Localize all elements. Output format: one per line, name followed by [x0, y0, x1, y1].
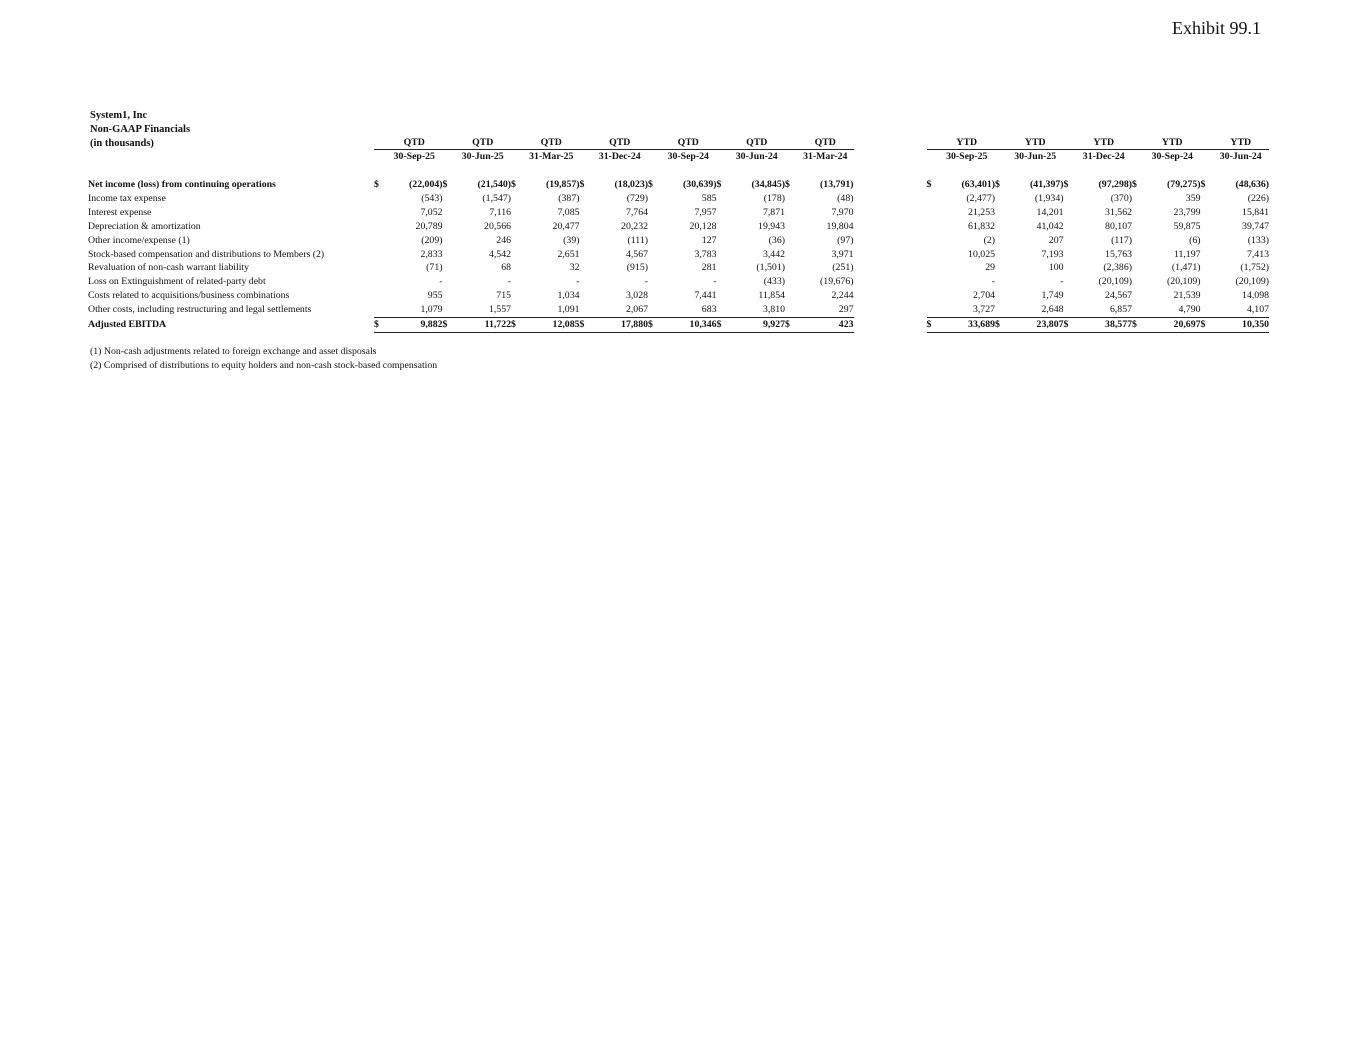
ytd-value: 1,749 — [1041, 290, 1064, 302]
ytd-value: 7,413 — [1246, 248, 1269, 260]
qtd-value: 9,882 — [386, 318, 443, 333]
row-label: Interest expense — [88, 206, 152, 218]
qtd-value: 20,128 — [689, 220, 717, 232]
currency-symbol: $ — [785, 318, 797, 333]
total-row — [88, 318, 1269, 333]
ytd-value: 41,042 — [1036, 220, 1064, 232]
qtd-header: QTD — [403, 137, 425, 148]
qtd-value: 7,970 — [831, 206, 854, 218]
ytd-value: 6,857 — [1109, 304, 1132, 316]
qtd-value: 3,783 — [694, 248, 717, 260]
qtd-value: 7,085 — [557, 206, 580, 218]
table-row — [88, 178, 1269, 192]
qtd-value: (915) — [626, 262, 648, 274]
qtd-value: 683 — [701, 304, 717, 316]
qtd-value: 3,810 — [762, 304, 785, 316]
ytd-value: 31,562 — [1105, 206, 1132, 218]
qtd-value: (21,540) — [477, 179, 511, 190]
qtd-period: 30-Sep-24 — [660, 150, 717, 165]
ytd-value: (370) — [1110, 192, 1132, 204]
ytd-value: 3,727 — [972, 304, 995, 316]
units-label: (in thousands) — [90, 138, 154, 149]
qtd-value: - — [713, 276, 717, 288]
ytd-value: (2) — [983, 234, 995, 246]
period-type-header-row — [88, 136, 1269, 150]
ytd-value: - — [991, 276, 995, 288]
currency-symbol: $ — [648, 318, 660, 333]
qtd-value: (729) — [626, 192, 648, 204]
ytd-value: 24,567 — [1105, 290, 1132, 302]
table-row — [88, 234, 1269, 248]
qtd-value: 127 — [701, 234, 717, 246]
qtd-header: QTD — [677, 137, 699, 148]
qtd-value: 1,557 — [488, 304, 511, 316]
currency-symbol: $ — [580, 318, 592, 333]
ytd-value: 4,790 — [1178, 304, 1201, 316]
qtd-value: 7,441 — [694, 290, 717, 302]
qtd-value: 7,957 — [694, 206, 717, 218]
exhibit-label: Exhibit 99.1 — [1172, 18, 1261, 38]
ytd-value: 61,832 — [968, 220, 995, 232]
qtd-value: 2,067 — [625, 304, 648, 316]
currency-symbol: $ — [648, 179, 653, 190]
ytd-value: 2,704 — [972, 290, 995, 302]
qtd-value: 20,566 — [484, 220, 511, 232]
qtd-value: (1,547) — [482, 192, 511, 204]
qtd-value: 3,028 — [625, 290, 648, 302]
qtd-value: - — [439, 276, 443, 288]
footnote-2: (2) Comprised of distributions to equity holders and non-cash stock-based compensation — [90, 360, 438, 371]
currency-symbol: $ — [1132, 179, 1137, 190]
currency-symbol: $ — [1063, 179, 1069, 190]
ytd-value: 14,098 — [1242, 290, 1269, 302]
ytd-value: 38,577 — [1076, 318, 1133, 333]
qtd-value: 1,079 — [420, 304, 443, 316]
qtd-value: (111) — [627, 234, 648, 246]
qtd-value: (48) — [837, 192, 854, 204]
ytd-value: (226) — [1247, 192, 1269, 204]
qtd-value: 3,971 — [831, 248, 854, 260]
ytd-header: YTD — [1161, 137, 1183, 148]
ytd-value: (133) — [1247, 234, 1269, 246]
footnotes — [90, 345, 437, 373]
qtd-header: QTD — [814, 137, 836, 148]
qtd-value: - — [576, 276, 580, 288]
ytd-value: 21,253 — [968, 206, 995, 218]
qtd-value: 7,052 — [420, 206, 443, 218]
table-row — [88, 248, 1269, 262]
period-date-header-row — [88, 150, 1269, 165]
qtd-value: 1,034 — [557, 290, 580, 302]
table-row — [88, 261, 1269, 275]
table-row — [88, 275, 1269, 289]
qtd-value: (178) — [763, 192, 785, 204]
qtd-value: 2,651 — [557, 248, 580, 260]
qtd-period: 31-Mar-25 — [523, 150, 580, 165]
qtd-value: 20,477 — [552, 220, 580, 232]
ytd-value: 207 — [1048, 234, 1064, 246]
qtd-value: 20,232 — [621, 220, 648, 232]
qtd-header: QTD — [746, 137, 768, 148]
footnote-1: (1) Non-cash adjustments related to foreign exchange and asset disposals — [90, 346, 377, 357]
qtd-value: 32 — [569, 262, 580, 274]
qtd-value: 10,346 — [660, 318, 717, 333]
qtd-header: QTD — [472, 137, 494, 148]
ytd-period: 30-Jun-24 — [1213, 150, 1270, 165]
row-label: Costs related to acquisitions/business combinations — [88, 290, 290, 302]
ytd-value: (20,109) — [1167, 276, 1201, 288]
qtd-period: 30-Jun-24 — [729, 150, 786, 165]
row-label: Stock-based compensation and distributions to Members (2) — [88, 248, 325, 260]
row-label: Income tax expense — [88, 192, 166, 204]
ytd-period: 31-Dec-24 — [1076, 150, 1133, 165]
ytd-header: YTD — [1230, 137, 1252, 148]
qtd-value: (22,004) — [409, 179, 443, 190]
qtd-period: 30-Sep-25 — [386, 150, 443, 165]
ytd-period: 30-Sep-24 — [1144, 150, 1201, 165]
qtd-value: 2,833 — [420, 248, 443, 260]
qtd-value: 2,244 — [831, 290, 854, 302]
qtd-value: (30,639) — [683, 179, 717, 190]
currency-symbol: $ — [785, 179, 790, 190]
qtd-value: (71) — [426, 262, 443, 274]
currency-symbol: $ — [511, 179, 516, 190]
ytd-value: 59,875 — [1173, 220, 1201, 232]
table-row — [88, 220, 1269, 234]
table-row — [88, 303, 1269, 317]
qtd-value: (36) — [768, 234, 785, 246]
qtd-value: 11,722 — [455, 318, 512, 333]
ytd-value: 10,025 — [968, 248, 995, 260]
currency-symbol: $ — [374, 179, 379, 190]
row-label: Revaluation of non-cash warrant liability — [88, 262, 250, 274]
ytd-value: (2,386) — [1103, 262, 1132, 274]
qtd-value: 3,442 — [762, 248, 785, 260]
table-row — [88, 206, 1269, 220]
ytd-value: (79,275) — [1167, 179, 1201, 190]
qtd-value: 12,085 — [523, 318, 580, 333]
row-label: Adjusted EBITDA — [88, 319, 167, 331]
ytd-header: YTD — [956, 137, 978, 148]
qtd-value: 281 — [701, 262, 717, 274]
ytd-header: YTD — [1093, 137, 1115, 148]
qtd-value: 4,567 — [625, 248, 648, 260]
qtd-value: (19,676) — [820, 276, 854, 288]
qtd-value: (433) — [763, 276, 785, 288]
qtd-value: (387) — [558, 192, 580, 204]
company-name: System1, Inc — [90, 110, 148, 121]
qtd-value: 4,542 — [488, 248, 511, 260]
ytd-value: 29 — [985, 262, 995, 274]
qtd-value: (19,857) — [546, 179, 580, 190]
qtd-value: (97) — [837, 234, 854, 246]
qtd-value: 955 — [427, 290, 443, 302]
ytd-value: (1,752) — [1240, 262, 1269, 274]
ytd-header: YTD — [1024, 137, 1046, 148]
ytd-value: 21,539 — [1173, 290, 1201, 302]
ytd-value: 80,107 — [1105, 220, 1132, 232]
qtd-header: QTD — [540, 137, 562, 148]
ytd-value: (117) — [1111, 234, 1132, 246]
qtd-value: (34,845) — [751, 179, 785, 190]
ytd-value: (1,471) — [1171, 262, 1201, 274]
ytd-value: (20,109) — [1235, 276, 1269, 288]
currency-symbol: $ — [442, 179, 448, 190]
ytd-value: 4,107 — [1246, 304, 1269, 316]
ytd-value: 39,747 — [1242, 220, 1269, 232]
ytd-value: 15,763 — [1105, 248, 1132, 260]
ytd-period: 30-Jun-25 — [1007, 150, 1064, 165]
report-title: Non-GAAP Financials — [90, 124, 191, 135]
qtd-value: (209) — [421, 234, 443, 246]
ytd-value: (48,636) — [1235, 179, 1269, 190]
qtd-value: 17,880 — [592, 318, 649, 333]
currency-symbol: $ — [1132, 318, 1144, 333]
ytd-value: 10,350 — [1213, 318, 1270, 333]
currency-symbol: $ — [927, 318, 939, 333]
row-label: Loss on Extinguishment of related-party debt — [88, 276, 266, 288]
qtd-period: 31-Dec-24 — [592, 150, 649, 165]
ytd-value: 15,841 — [1242, 206, 1269, 218]
ytd-period: 30-Sep-25 — [939, 150, 996, 165]
currency-symbol: $ — [926, 179, 932, 190]
ytd-value: 20,697 — [1144, 318, 1201, 333]
table-row — [88, 192, 1269, 206]
qtd-value: 11,854 — [758, 290, 785, 302]
row-label: Depreciation & amortization — [88, 220, 201, 232]
ytd-value: 100 — [1048, 262, 1064, 274]
currency-symbol: $ — [511, 318, 523, 333]
ytd-value: (1,934) — [1034, 192, 1064, 204]
currency-symbol: $ — [717, 318, 729, 333]
qtd-value: - — [507, 276, 511, 288]
qtd-value: (1,501) — [756, 262, 785, 274]
qtd-value: (543) — [421, 192, 443, 204]
currency-symbol: $ — [1064, 318, 1076, 333]
row-label: Other income/expense (1) — [88, 234, 190, 246]
qtd-value: 246 — [496, 234, 511, 246]
qtd-value: 1,091 — [557, 304, 580, 316]
qtd-value: 7,764 — [625, 206, 648, 218]
qtd-value: 297 — [838, 304, 854, 316]
ytd-value: (63,401) — [961, 179, 995, 190]
table-body — [88, 178, 1269, 332]
ytd-value: 23,799 — [1173, 206, 1201, 218]
currency-symbol: $ — [716, 179, 722, 190]
ytd-value: (97,298) — [1098, 179, 1132, 190]
ytd-value: (20,109) — [1098, 276, 1132, 288]
ytd-value: - — [1060, 276, 1064, 288]
qtd-header: QTD — [609, 137, 631, 148]
qtd-value: (251) — [832, 262, 854, 274]
ytd-value: (41,397) — [1030, 179, 1064, 190]
qtd-value: 585 — [701, 192, 717, 204]
ytd-value: (6) — [1189, 234, 1201, 246]
qtd-value: 7,871 — [762, 206, 785, 218]
row-label: Other costs, including restructuring and legal settlements — [88, 304, 312, 316]
ytd-value: 23,807 — [1007, 318, 1064, 333]
table-row — [88, 289, 1269, 303]
qtd-value: 9,927 — [729, 318, 786, 333]
qtd-value: 68 — [501, 262, 511, 274]
qtd-value: 19,804 — [826, 220, 854, 232]
ytd-value: 7,193 — [1041, 248, 1064, 260]
ytd-value: 2,648 — [1041, 304, 1064, 316]
qtd-value: 7,116 — [489, 206, 511, 218]
ytd-value: 33,689 — [939, 318, 996, 333]
spacer-row — [88, 164, 1269, 178]
qtd-period: 31-Mar-24 — [797, 150, 854, 165]
qtd-value: (39) — [563, 234, 580, 246]
ytd-value: 359 — [1185, 192, 1201, 204]
non-gaap-table — [88, 136, 1269, 333]
currency-symbol: $ — [995, 179, 1000, 190]
currency-symbol: $ — [579, 179, 585, 190]
currency-symbol: $ — [443, 318, 455, 333]
qtd-period: 30-Jun-25 — [455, 150, 512, 165]
qtd-value: 715 — [496, 290, 511, 302]
qtd-value: (18,023) — [614, 179, 648, 190]
qtd-value: 19,943 — [758, 220, 785, 232]
ytd-value: (2,477) — [966, 192, 995, 204]
currency-symbol: $ — [1200, 179, 1206, 190]
qtd-value: 20,789 — [415, 220, 443, 232]
currency-symbol: $ — [374, 318, 386, 333]
qtd-value: (13,791) — [820, 179, 854, 190]
currency-symbol: $ — [1201, 318, 1213, 333]
qtd-value: 423 — [797, 318, 854, 333]
row-label: Net income (loss) from continuing operations — [88, 179, 276, 190]
ytd-value: 14,201 — [1036, 206, 1064, 218]
qtd-value: - — [644, 276, 648, 288]
currency-symbol: $ — [995, 318, 1007, 333]
ytd-value: 11,197 — [1173, 248, 1201, 260]
